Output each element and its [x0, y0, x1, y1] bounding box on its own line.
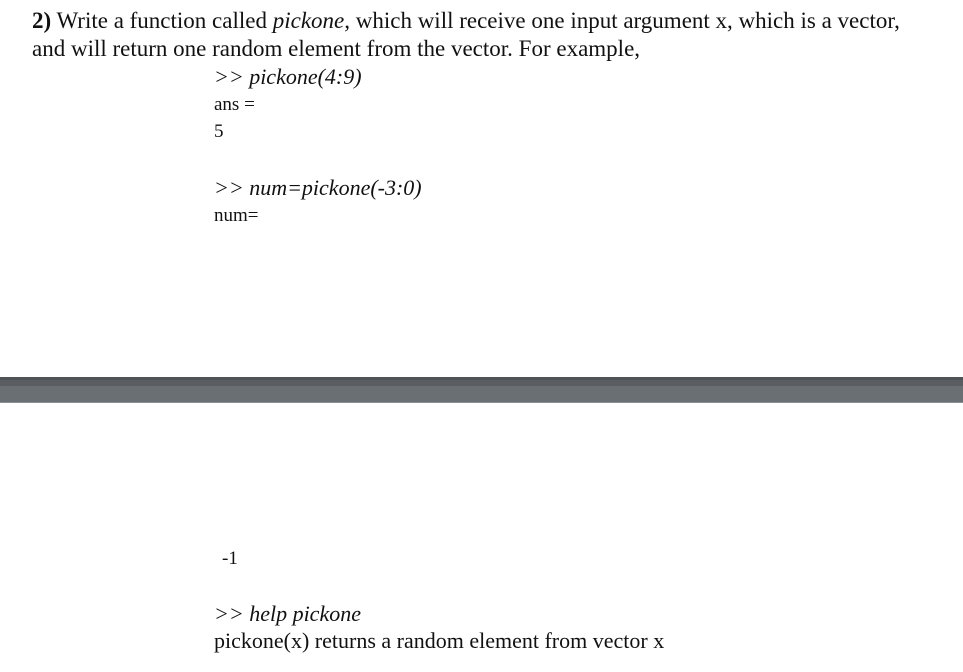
question-text-end: which will receive one input argument x, which is a vector,: [349, 8, 900, 33]
question-line-2: and will return one random element from the vector. For example,: [32, 36, 641, 61]
question-line-1: [32, 7, 900, 34]
question-text-start: Write a function called: [51, 8, 273, 33]
example1-result-label: ans =: [214, 94, 255, 115]
example1-prompt: >> pickone(4:9): [214, 64, 362, 89]
page-break: [0, 377, 963, 403]
function-name: pickone,: [272, 8, 350, 33]
example3-prompt: >> help pickone: [214, 601, 361, 626]
example2-prompt: >> num=pickone(-3:0): [214, 175, 422, 200]
example1-result-value: 5: [214, 121, 224, 142]
example3-output: pickone(x) returns a random element from vector x: [214, 628, 665, 653]
question-number: 2): [32, 8, 52, 33]
example2-result-value: -1: [222, 548, 238, 569]
example2-result-label: num=: [214, 205, 259, 226]
